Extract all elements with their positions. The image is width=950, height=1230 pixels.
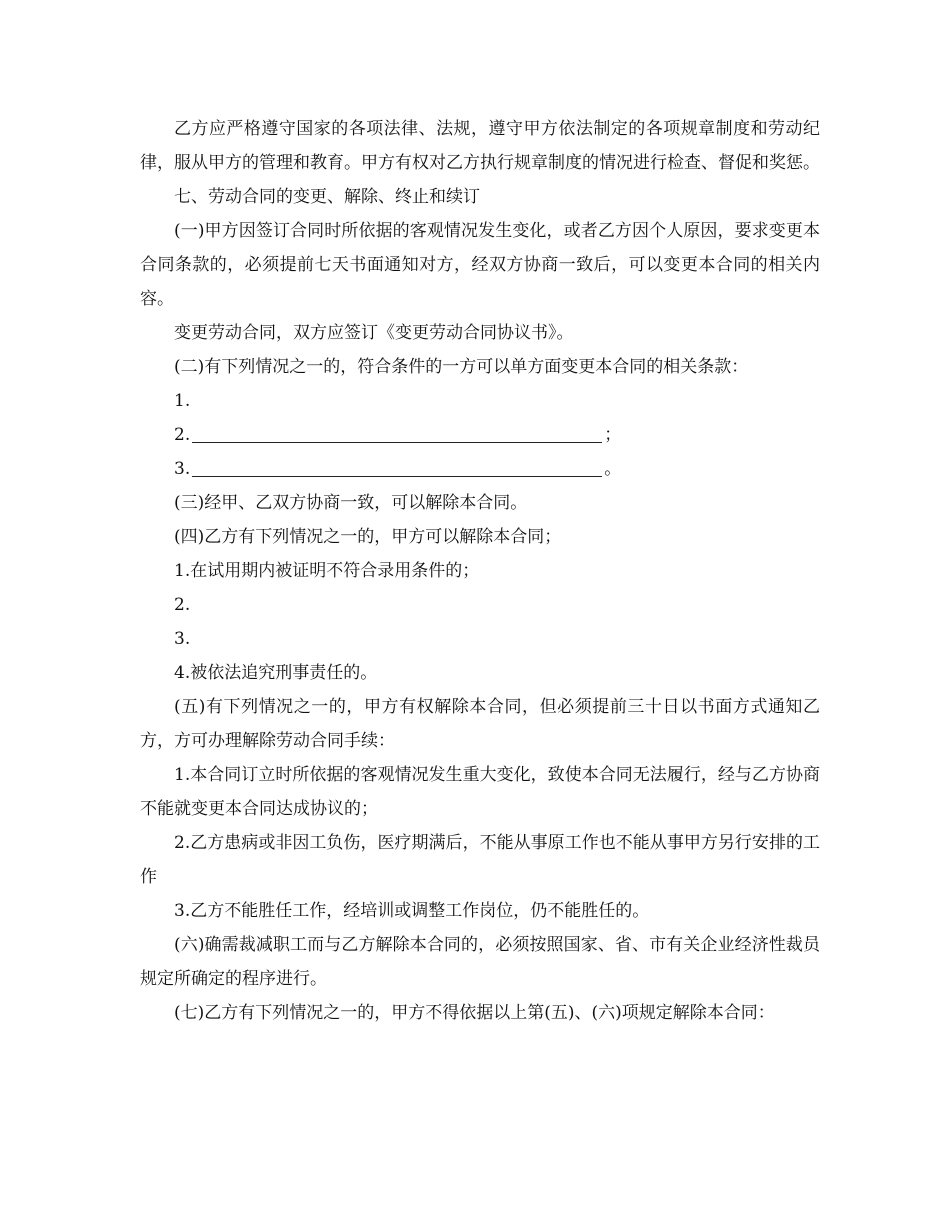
document-body [140,112,820,1030]
clause-7-4-item-2: 2. [174,595,191,615]
clause-7-4-item-3: 3. [174,629,191,649]
clause-7-4-item-1: 1.在试用期内被证明不符合录用条件的； [174,561,480,581]
clause-7-4-item-4: 4.被依法追究刑事责任的。 [174,663,378,683]
item-number: 3. [174,459,191,479]
clause-7-2: (二)有下列情况之一的，符合条件的一方可以单方面变更本合同的相关条款： [174,357,749,377]
paragraph-rules-compliance: 乙方应严格遵守国家的各项法律、法规，遵守甲方依法制定的各项规章制度和劳动纪律，服从甲方的管理和教育。甲方有权对乙方执行规章制度的情况进行检查、督促和奖惩。 [140,119,820,173]
clause-7-3: (三)经甲、乙双方协商一致，可以解除本合同。 [174,493,528,513]
clause-7-4: (四)乙方有下列情况之一的，甲方可以解除本合同； [174,527,562,547]
clause-7-5: (五)有下列情况之一的，甲方有权解除本合同，但必须提前三十日以书面方式通知乙方，方可办理解除劳动合同手续： [140,697,820,751]
clause-7-2-item-2 [140,418,820,452]
clause-7-2-item-1 [140,384,820,418]
section-title-contract-changes: 七、劳动合同的变更、解除、终止和续订 [174,187,480,207]
clause-7-5-item-1: 1.本合同订立时所依据的客观情况发生重大变化，致使本合同无法履行，经与乙方协商不能就变更本合同达成协议的； [140,765,820,819]
clause-7-5-item-3: 3.乙方不能胜任工作，经培训或调整工作岗位，仍不能胜任的。 [174,901,650,921]
item-number: 1. [174,391,191,411]
item-end-punctuation: ； [604,425,622,445]
fill-in-blank [192,458,602,477]
clause-7-5-item-2: 2.乙方患病或非因工负伤，医疗期满后，不能从事原工作也不能从事甲方另行安排的工作 [140,833,820,887]
clause-7-7: (七)乙方有下列情况之一的，甲方不得依据以上第(五)、(六)项规定解除本合同： [174,1003,775,1023]
clause-7-6: (六)确需裁减职工而与乙方解除本合同的，必须按照国家、省、市有关企业经济性裁员规定所确定的程序进行。 [140,935,820,989]
fill-in-blank [192,424,602,443]
clause-7-2-item-3 [140,452,820,486]
clause-7-1: (一)甲方因签订合同时所依据的客观情况发生变化，或者乙方因个人原因，要求变更本合同条款的，必须提前七天书面通知对方，经双方协商一致后，可以变更本合同的相关内容。 [140,221,820,309]
item-end-punctuation: 。 [604,459,622,479]
clause-7-1-agreement: 变更劳动合同，双方应签订《变更劳动合同协议书》。 [174,323,574,343]
item-number: 2. [174,425,191,445]
